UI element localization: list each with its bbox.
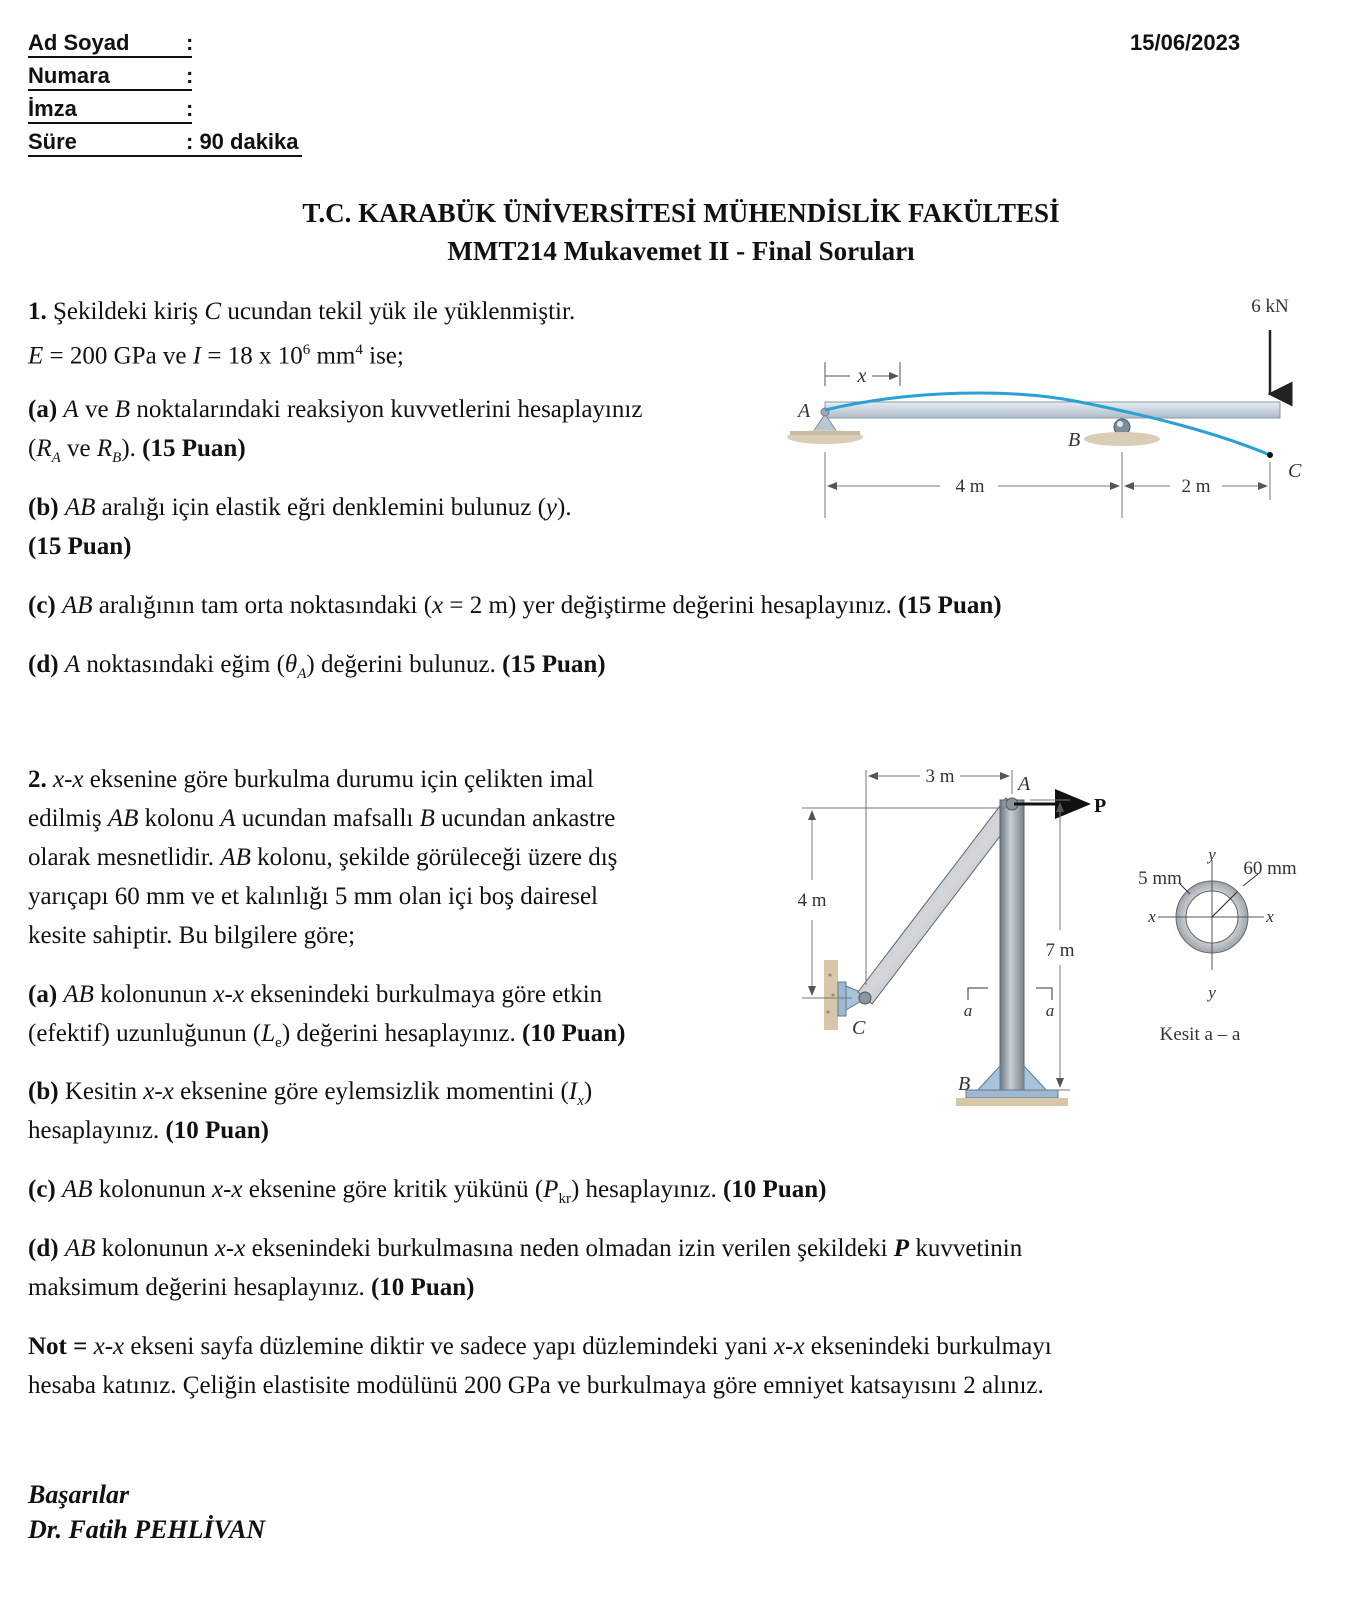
q2c-points: (10 Puan) bbox=[722, 1176, 827, 1203]
beam-body bbox=[825, 402, 1280, 418]
label-b: B bbox=[1068, 429, 1081, 451]
q2-point-b: B bbox=[419, 805, 435, 832]
column-ab bbox=[1000, 800, 1024, 1090]
q2-text-2a: edilmiş bbox=[28, 805, 102, 832]
section-thickness-label: 5 mm bbox=[1138, 868, 1182, 889]
q2-ab-2: AB bbox=[220, 844, 251, 871]
q1-intro-text: Şekildeki kiriş bbox=[53, 298, 199, 325]
q1-point-c: C bbox=[204, 298, 222, 325]
section-x-left: x bbox=[1148, 907, 1156, 926]
q2-text-4: yarıçapı 60 mm ve et kalınlığı 5 mm olan içi boş dairesel bbox=[28, 883, 598, 910]
q2a-l-sub: e bbox=[275, 1035, 282, 1051]
q1c-text: aralığının tam orta noktasındaki ( bbox=[98, 592, 433, 619]
q2a-l: L bbox=[261, 1020, 276, 1047]
q1-i-value: = 18 x 10 bbox=[207, 342, 303, 370]
q1c-ab: AB bbox=[62, 592, 93, 619]
course-title: MMT214 Mukavemet II - Final Soruları bbox=[447, 236, 915, 266]
q1-number: 1. bbox=[28, 298, 47, 325]
note-axis-1: x-x bbox=[93, 1333, 125, 1360]
q1a-point-a: A bbox=[63, 396, 79, 423]
duration-value: : 90 dakika bbox=[186, 129, 299, 154]
footer-author: Dr. Fatih PEHLİVAN bbox=[28, 1515, 266, 1544]
q1-given-tail: ise; bbox=[369, 342, 404, 370]
q1a-ra-sub: A bbox=[51, 450, 61, 466]
q2b-i-sub: x bbox=[577, 1093, 584, 1109]
q1a-paren-open: ( bbox=[28, 435, 37, 462]
q2b-text-2: eksenine göre eylemsizlik momentini ( bbox=[180, 1078, 569, 1105]
q2d-text-3: kuvvetinin bbox=[915, 1235, 1023, 1262]
q2b-text-3: ) bbox=[583, 1078, 593, 1105]
note-axis-2: x-x bbox=[773, 1333, 805, 1360]
q2-text-1: eksenine göre burkulma durumu için çelikten imal bbox=[89, 766, 594, 793]
q2-axis-xx: x-x bbox=[53, 766, 84, 793]
section-radius-label: 60 mm bbox=[1243, 858, 1297, 879]
name-colon: : bbox=[186, 30, 194, 55]
note-text-1: ekseni sayfa düzlemine diktir ve sadece yapı düzlemindeki yani bbox=[130, 1333, 768, 1360]
note-text-2: eksenindeki burkulmayı bbox=[810, 1333, 1052, 1360]
q2b-axis: x-x bbox=[143, 1078, 174, 1105]
q1-i-exponent: 6 bbox=[302, 342, 311, 358]
q2d-text-1: kolonunun bbox=[101, 1235, 209, 1262]
q2d-ab: AB bbox=[64, 1235, 96, 1262]
q2-point-a: A bbox=[220, 805, 236, 832]
q1-e-symbol: E bbox=[28, 342, 44, 370]
section-label-left: a bbox=[963, 1001, 973, 1020]
section-mark-right bbox=[1036, 988, 1052, 1000]
dim-3m-label: 3 m bbox=[925, 766, 955, 787]
q1-i-symbol: I bbox=[192, 342, 202, 370]
q1a-paren-close: ). bbox=[121, 435, 136, 462]
label-b: B bbox=[958, 1073, 971, 1095]
q1b-text: aralığı için elastik eğri denklemini bulunuz ( bbox=[101, 494, 546, 521]
q2c-text-3: ) hesaplayınız. bbox=[570, 1176, 717, 1203]
q2a-line1 bbox=[28, 975, 602, 1014]
q2c-axis: x-x bbox=[212, 1176, 243, 1203]
q1-given bbox=[28, 331, 404, 375]
q2-text-2c: ucundan mafsallı bbox=[241, 805, 414, 832]
q2c-p-sub: kr bbox=[558, 1191, 571, 1207]
load-p-label: P bbox=[1094, 795, 1107, 817]
q1d-text-2: ) değerini bulunuz. bbox=[306, 651, 496, 678]
note-text-3: hesaba katınız. Çeliğin elastisite modülünü 200 GPa ve burkulmaya göre emniyet katsayısını 2 alınız. bbox=[28, 1372, 1044, 1399]
q1b-points: (15 Puan) bbox=[28, 533, 132, 560]
q2c-text-1: kolonunun bbox=[98, 1176, 206, 1203]
section-y-bottom: y bbox=[1208, 983, 1216, 1002]
name-label: Ad Soyad bbox=[28, 30, 130, 55]
q2c-tag: (c) bbox=[28, 1176, 56, 1203]
q1a-line1 bbox=[28, 390, 642, 429]
q2-line1 bbox=[28, 760, 594, 799]
q1b-ab: AB bbox=[64, 494, 96, 521]
q1-intro-text-2: ucundan tekil yük ile yüklenmiştir. bbox=[227, 298, 576, 325]
section-x-right: x bbox=[1266, 907, 1274, 926]
section-y-top: y bbox=[1208, 845, 1216, 864]
signature-label: İmza bbox=[28, 96, 77, 121]
q2a-points: (10 Puan) bbox=[522, 1020, 626, 1047]
q2a-text-3: (efektif) uzunluğunun ( bbox=[28, 1020, 262, 1047]
q2d-text-4: maksimum değerini hesaplayınız. bbox=[28, 1274, 365, 1301]
q1d-line bbox=[28, 645, 606, 694]
pin-c bbox=[859, 992, 871, 1004]
duration-underline bbox=[28, 155, 302, 157]
signature-field-row bbox=[28, 94, 193, 124]
q1-intro bbox=[28, 292, 575, 331]
q2-line5 bbox=[28, 916, 355, 955]
column-figure bbox=[780, 760, 1320, 1120]
q2-line4 bbox=[28, 877, 598, 916]
q1a-tag: (a) bbox=[28, 396, 58, 423]
q2a-axis: x-x bbox=[213, 981, 244, 1008]
section-label-right: a bbox=[1045, 1001, 1055, 1020]
q2b-tag: (b) bbox=[28, 1078, 59, 1105]
roller-support-b bbox=[1084, 419, 1160, 446]
number-underline bbox=[28, 89, 192, 91]
number-colon: : bbox=[186, 63, 194, 88]
duration-label: Süre bbox=[28, 129, 77, 154]
q2b-text-4: hesaplayınız. bbox=[28, 1117, 160, 1144]
q2d-text-2: eksenindeki burkulmasına neden olmadan izin verilen şekildeki bbox=[251, 1235, 888, 1262]
section-mark-left bbox=[968, 988, 988, 1000]
label-a: A bbox=[798, 400, 811, 422]
name-underline bbox=[28, 56, 192, 58]
q2a-tag: (a) bbox=[28, 981, 58, 1008]
q1-i-unit: mm bbox=[316, 342, 356, 370]
dim-7m-label: 7 m bbox=[1045, 940, 1075, 961]
q2-text-3a: olarak mesnetlidir. bbox=[28, 844, 215, 871]
note-line1 bbox=[28, 1327, 1052, 1366]
q2-text-5: kesite sahiptir. Bu bilgilere göre; bbox=[28, 922, 356, 949]
exam-date: 15/06/2023 bbox=[1130, 30, 1241, 55]
q1a-ra: R bbox=[36, 435, 52, 462]
q2a-text-4: ) değerini hesaplayınız. bbox=[281, 1020, 516, 1047]
q2-text-2b: kolonu bbox=[144, 805, 215, 832]
label-c: C bbox=[852, 1017, 866, 1039]
q1c-text-2: = 2 m) yer değiştirme değerini hesaplayınız. bbox=[449, 592, 892, 619]
q1a-and-2: ve bbox=[67, 435, 91, 462]
q2b-text-1: Kesitin bbox=[64, 1078, 138, 1105]
q1b-line1 bbox=[28, 488, 572, 527]
q2c-ab: AB bbox=[62, 1176, 93, 1203]
q1c-tag: (c) bbox=[28, 592, 56, 619]
q1d-tag: (d) bbox=[28, 651, 59, 678]
q2b-i: I bbox=[568, 1078, 578, 1105]
q2-text-2d: ucundan ankastre bbox=[441, 805, 616, 832]
q1a-text: noktalarındaki reaksiyon kuvvetlerini hesaplayınız bbox=[136, 396, 643, 423]
q2d-line1 bbox=[28, 1229, 1022, 1268]
q1c-points: (15 Puan) bbox=[898, 592, 1002, 619]
q1a-rb-sub: B bbox=[112, 450, 122, 466]
dim-2m-label: 2 m bbox=[1181, 476, 1211, 497]
q1b-tag: (b) bbox=[28, 494, 59, 521]
q1b-close: ). bbox=[557, 494, 572, 521]
note-label: Not = bbox=[28, 1333, 88, 1360]
q2-line3 bbox=[28, 838, 617, 877]
q2a-ab: AB bbox=[63, 981, 94, 1008]
q2b-points: (10 Puan) bbox=[165, 1117, 269, 1144]
q2b-line2 bbox=[28, 1111, 269, 1150]
label-c: C bbox=[1288, 460, 1302, 482]
q1d-theta-sub: A bbox=[297, 666, 307, 682]
signature-underline bbox=[28, 122, 192, 124]
q1d-text: noktasındaki eğim ( bbox=[86, 651, 285, 678]
q2c-p: P bbox=[543, 1176, 559, 1203]
deflected-end-point bbox=[1267, 452, 1273, 458]
q2-line2 bbox=[28, 799, 615, 838]
q1c-line bbox=[28, 586, 1002, 625]
q2-ab: AB bbox=[107, 805, 139, 832]
duration-field-row bbox=[28, 127, 299, 157]
q1a-points: (15 Puan) bbox=[142, 435, 246, 462]
q1c-x: x bbox=[432, 592, 444, 619]
number-field-row bbox=[28, 61, 193, 91]
signature-colon: : bbox=[186, 96, 194, 121]
q2c-line bbox=[28, 1170, 826, 1219]
q2d-points: (10 Puan) bbox=[370, 1274, 475, 1301]
q1-i-unit-exponent: 4 bbox=[355, 342, 363, 358]
q2c-text-2: eksenine göre kritik yükünü ( bbox=[248, 1176, 544, 1203]
q2d-tag: (d) bbox=[28, 1235, 59, 1262]
q2-number: 2. bbox=[28, 766, 47, 793]
load-label: 6 kN bbox=[1251, 296, 1289, 317]
section-caption: Kesit a – a bbox=[1159, 1024, 1241, 1045]
q1b-line2 bbox=[28, 527, 131, 566]
x-label: x bbox=[857, 365, 867, 387]
q1a-and: ve bbox=[84, 396, 109, 423]
q2a-line2 bbox=[28, 1014, 626, 1063]
dim-4m-label: 4 m bbox=[797, 890, 827, 911]
number-label: Numara bbox=[28, 63, 110, 88]
q2d-line2 bbox=[28, 1268, 474, 1307]
q1a-rb: R bbox=[96, 435, 113, 462]
label-a: A bbox=[1018, 773, 1031, 795]
footer-wish: Başarılar bbox=[28, 1480, 130, 1509]
q1a-point-b: B bbox=[114, 396, 131, 423]
q2d-p: P bbox=[893, 1235, 910, 1262]
name-field-row bbox=[28, 28, 193, 58]
q2-text-3b: kolonu, şekilde görüleceği üzere dış bbox=[257, 844, 618, 871]
q1-e-value: = 200 GPa ve bbox=[49, 342, 187, 370]
q1d-theta: θ bbox=[284, 651, 298, 678]
beam-figure bbox=[780, 290, 1340, 530]
diagonal-strut bbox=[858, 798, 1020, 1004]
q1a-line2 bbox=[28, 429, 246, 478]
university-title: T.C. KARABÜK ÜNİVERSİTESİ MÜHENDİSLİK FAKÜLTESİ bbox=[302, 198, 1060, 228]
note-line2 bbox=[28, 1366, 1044, 1405]
q1b-y: y bbox=[545, 494, 558, 521]
q1d-point-a: A bbox=[64, 651, 81, 678]
q2a-text-1: kolonunun bbox=[100, 981, 208, 1008]
q2d-axis: x-x bbox=[214, 1235, 246, 1262]
q2a-text-2: eksenindeki burkulmaya göre etkin bbox=[250, 981, 603, 1008]
dim-4m-label: 4 m bbox=[955, 476, 985, 497]
q1d-points: (15 Puan) bbox=[502, 651, 606, 678]
